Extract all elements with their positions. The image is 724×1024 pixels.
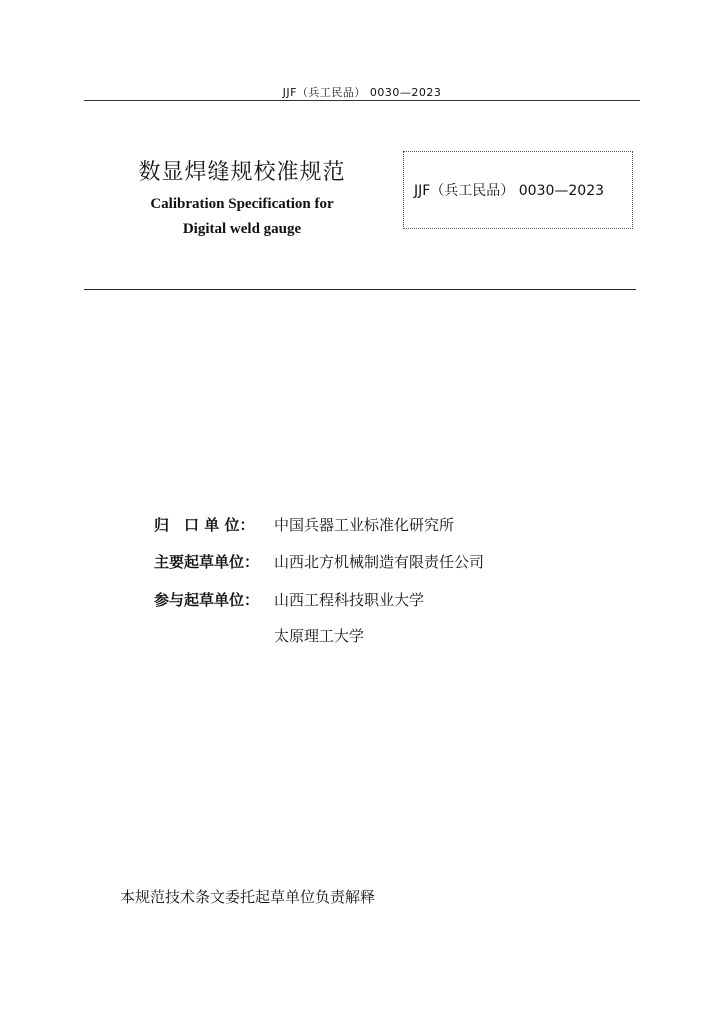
document-title-english-line2: Digital weld gauge bbox=[182, 221, 302, 237]
org-row-participating-drafter bbox=[154, 589, 424, 610]
org-value: 中国兵器工业标准化研究所 bbox=[274, 516, 455, 534]
org-value: 山西北方机械制造有限责任公司 bbox=[274, 553, 485, 571]
document-title-chinese: 数显焊缝规校准规范 bbox=[138, 160, 346, 185]
document-title-english-line1: Calibration Specification for bbox=[150, 196, 334, 212]
interpretation-note: 本规范技术条文委托起草单位负责解释 bbox=[120, 888, 376, 906]
org-label: 归 口 单 位： bbox=[154, 516, 255, 534]
standard-code: JJF（兵工民品） 0030—2023 bbox=[414, 183, 605, 199]
org-row-main-drafter bbox=[154, 551, 484, 572]
org-row-responsible bbox=[154, 514, 454, 535]
org-label bbox=[154, 625, 274, 646]
org-label: 参与起草单位： bbox=[154, 591, 260, 609]
org-row-participating-drafter-2 bbox=[154, 625, 364, 646]
org-value: 山西工程科技职业大学 bbox=[274, 591, 425, 609]
title-divider bbox=[84, 289, 636, 290]
header-divider bbox=[84, 100, 640, 101]
org-value: 太原理工大学 bbox=[274, 627, 365, 645]
org-label: 主要起草单位： bbox=[154, 553, 260, 571]
standard-code-box bbox=[403, 151, 633, 229]
header-standard-code: JJF（兵工民品） 0030—2023 bbox=[282, 86, 442, 99]
